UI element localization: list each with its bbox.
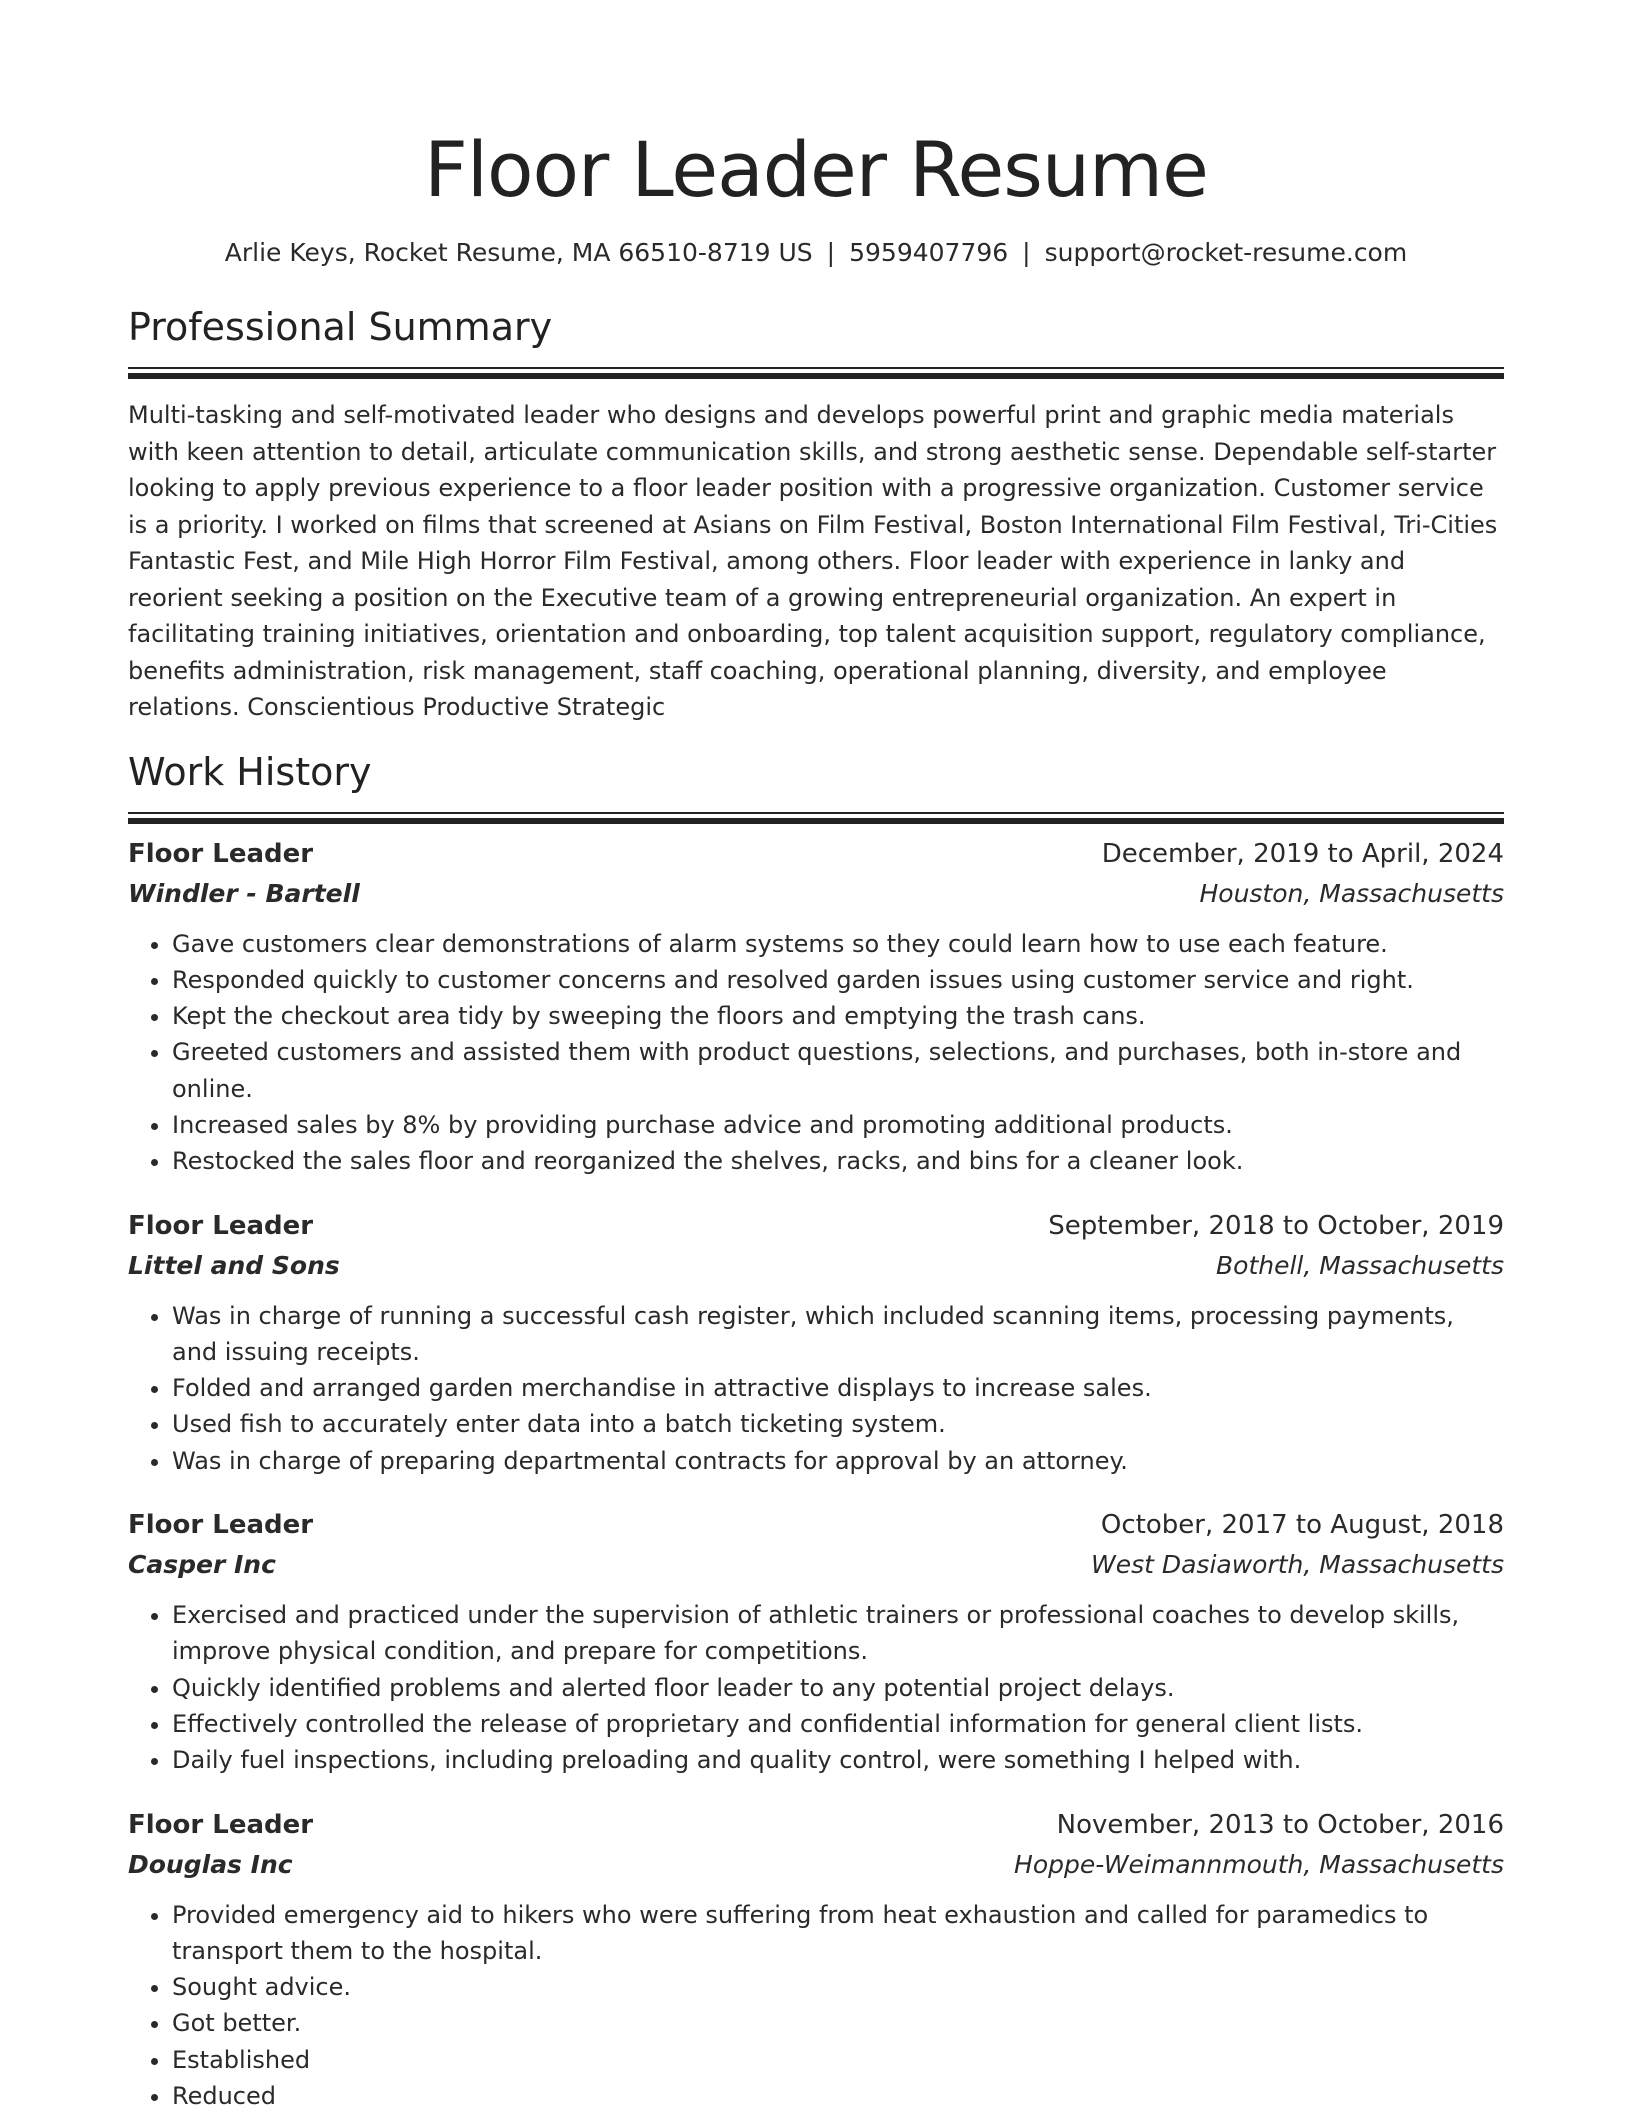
job-company-row — [128, 1246, 1504, 1286]
professional-summary-section — [128, 303, 1504, 726]
job-company-row — [128, 1845, 1504, 1885]
list-item: • Provided emergency aid to hikers who were suffering from heat exhaustion and called for paramedics to transport them to the hospital. — [172, 1897, 1504, 1970]
job-company: Douglas Inc — [128, 1845, 293, 1885]
job-location: West Dasiaworth, Massachusetts — [1091, 1545, 1504, 1585]
job-entry — [128, 1505, 1504, 1778]
job-header-row — [128, 1805, 1504, 1845]
job-bullet-list — [128, 1597, 1504, 1778]
job-location: Hoppe-Weimannmouth, Massachusetts — [1014, 1845, 1504, 1885]
section-divider — [128, 812, 1504, 822]
job-title: Floor Leader — [128, 1805, 313, 1845]
contact-phone: 5959407796 — [849, 238, 1008, 267]
list-item: • Was in charge of preparing departmental contracts for approval by an attorney. — [172, 1443, 1504, 1479]
job-company-row — [128, 1545, 1504, 1585]
list-item: • Gave customers clear demonstrations of alarm systems so they could learn how to use each feature. — [172, 926, 1504, 962]
contact-address: Arlie Keys, Rocket Resume, MA 66510-8719 US — [225, 238, 813, 267]
list-item: • Got better. — [172, 2005, 1504, 2041]
job-entry — [128, 1805, 1504, 2114]
list-item: • Effectively controlled the release of proprietary and confidential information for general client lists. — [172, 1706, 1504, 1742]
resume-title: Floor Leader Resume — [128, 0, 1504, 218]
list-item: • Kept the checkout area tidy by sweeping the floors and emptying the trash cans. — [172, 998, 1504, 1034]
job-company: Casper Inc — [128, 1545, 276, 1585]
job-location: Houston, Massachusetts — [1199, 874, 1504, 914]
contact-separator: | — [827, 238, 835, 267]
work-history-section — [128, 748, 1504, 2114]
job-dates: November, 2013 to October, 2016 — [1057, 1805, 1504, 1845]
list-item: • Was in charge of running a successful cash register, which included scanning items, processing payments, and issuing receipts. — [172, 1298, 1504, 1371]
list-item: • Responded quickly to customer concerns and resolved garden issues using customer service and right. — [172, 962, 1504, 998]
list-item: • Restocked the sales floor and reorganized the shelves, racks, and bins for a cleaner look. — [172, 1143, 1504, 1179]
contact-line — [128, 236, 1504, 270]
job-entry — [128, 1206, 1504, 1479]
list-item: • Greeted customers and assisted them with product questions, selections, and purchases, both in-store and online. — [172, 1034, 1504, 1107]
job-bullet-list — [128, 926, 1504, 1180]
list-item: • Quickly identified problems and alerted floor leader to any potential project delays. — [172, 1670, 1504, 1706]
section-divider — [128, 367, 1504, 377]
section-heading-summary: Professional Summary — [128, 303, 1504, 351]
job-dates: December, 2019 to April, 2024 — [1102, 834, 1504, 874]
list-item: • Used fish to accurately enter data into a batch ticketing system. — [172, 1406, 1504, 1442]
job-bullet-list — [128, 1298, 1504, 1479]
list-item: • Exercised and practiced under the supervision of athletic trainers or professional coaches to develop skills, improve physical condition, and prepare for competitions. — [172, 1597, 1504, 1670]
job-bullet-list — [128, 1897, 1504, 2114]
list-item: • Increased sales by 8% by providing purchase advice and promoting additional products. — [172, 1107, 1504, 1143]
job-title: Floor Leader — [128, 1505, 313, 1545]
job-company: Windler - Bartell — [128, 874, 360, 914]
list-item: • Reduced — [172, 2078, 1504, 2114]
contact-email: support@rocket-resume.com — [1045, 238, 1408, 267]
list-item: • Daily fuel inspections, including preloading and quality control, were something I helped with. — [172, 1742, 1504, 1778]
list-item: • Sought advice. — [172, 1969, 1504, 2005]
list-item: • Folded and arranged garden merchandise in attractive displays to increase sales. — [172, 1370, 1504, 1406]
job-title: Floor Leader — [128, 1206, 313, 1246]
resume-page — [128, 0, 1504, 2114]
contact-separator: | — [1022, 238, 1030, 267]
summary-text: Multi-tasking and self-motivated leader who designs and develops powerful print and graphic media materials with keen attention to detail, articulate communication skills, and strong aesthetic sense. Dependable self-starter looking to apply previous experience to a floor leader position with a progressive organization. Customer service is a priority. I worked on films that screened at Asians on Film Festival, Boston International Film Festival, Tri-Cities Fantastic Fest, and Mile High Horror Film Festival, among others. Floor leader with experience in lanky and reorient seeking a position on the Executive team of a growing entrepreneurial organization. An expert in facilitating training initiatives, orientation and onboarding, top talent acquisition support, regulatory compliance, benefits administration, risk management, staff coaching, operational planning, diversity, and employee relations. Conscientious Productive Strategic — [128, 397, 1504, 726]
job-header-row — [128, 1505, 1504, 1545]
job-location: Bothell, Massachusetts — [1216, 1246, 1504, 1286]
section-heading-work-history: Work History — [128, 748, 1504, 796]
job-company-row — [128, 874, 1504, 914]
job-dates: September, 2018 to October, 2019 — [1048, 1206, 1504, 1246]
job-entry — [128, 834, 1504, 1180]
job-header-row — [128, 1206, 1504, 1246]
list-item: • Established — [172, 2042, 1504, 2078]
job-header-row — [128, 834, 1504, 874]
job-company: Littel and Sons — [128, 1246, 340, 1286]
job-dates: October, 2017 to August, 2018 — [1101, 1505, 1504, 1545]
job-title: Floor Leader — [128, 834, 313, 874]
